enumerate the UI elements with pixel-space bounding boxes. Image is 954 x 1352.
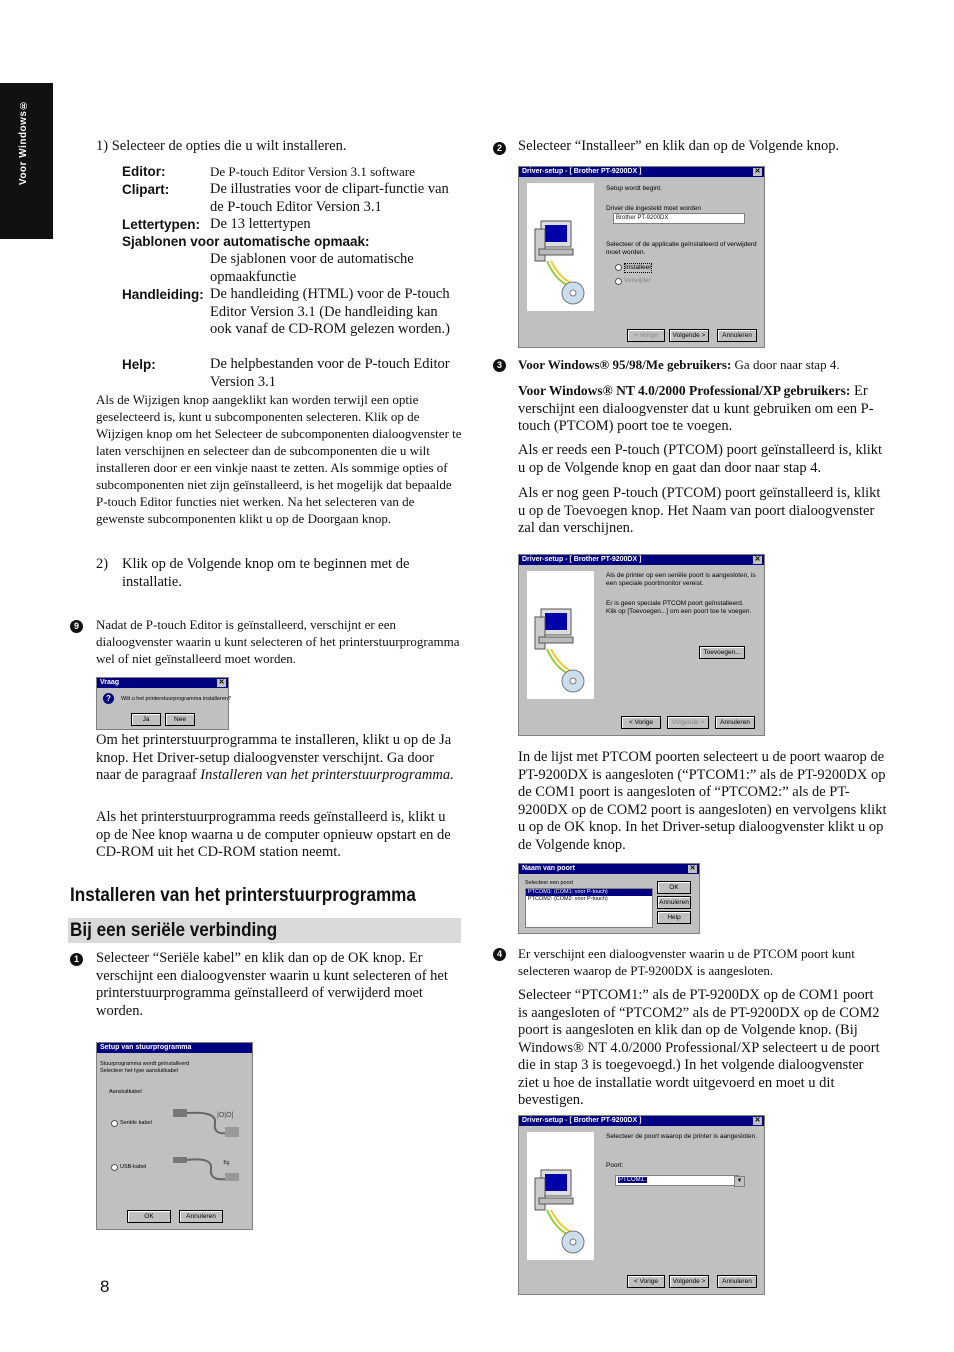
next-button[interactable]: Volgende > [669,1275,709,1288]
option-help-text: De helpbestanden voor de P-touch Editor Version 3.1 [210,356,450,390]
naam-label: Selecteer een poort [525,880,574,886]
computer-cd-illustration [527,1132,594,1260]
ptcom-paragraph: In de lijst met PTCOM poorten selecteert u de poort waarop de PT-9200DX is aangesloten (“PTCOM1:” als de PT-9200DX op de COM1 poort is aangesloten of “PTCOM2:” als de PT-9200DX op de COM2 poort is aangesloten) en vervolgens klikt u op de OK knop. In het Driver-setup dialoogvenster klikt u op de Volgende knop. [518,749,887,853]
serial-cable-icon [167,1105,245,1141]
verwijder-radio[interactable] [615,278,622,285]
step-s1-bullet: 1 [70,953,83,966]
driver-setup-dialog-3 [518,1115,765,1295]
computer-cd-illustration [527,183,594,311]
step-s4-bullet: 4 [493,948,506,961]
svg-text:⇆: ⇆ [223,1158,230,1167]
driver3-line-1: Selecteer de poort waarop de printer is aangesloten. [606,1133,758,1140]
step-s3-d: Als er nog geen P-touch (PTCOM) poort geïnstalleerd is, klikt u op de Toevoegen knop. Het Naam van poort dialoogvenster zal dan verschijnen. [518,485,881,536]
serial-label: Seriële kabel [120,1120,152,1126]
option-editor-text: De P-touch Editor Version 3.1 software [210,164,415,179]
step-s3-b: Voor Windows® NT 4.0/2000 Professional/XP gebruikers: Er verschijnt een dialoogvenster dat u kunt gebruiken om een P-touch (PTCOM) poort toe te voegen. [518,383,874,434]
step-s2-bullet: 2 [493,142,506,155]
setup-cancel-button[interactable]: Annuleren [179,1210,223,1223]
vraag-titlebar: Vraag ✕ [97,678,228,688]
ja-button[interactable]: Ja [131,713,161,726]
section-tab [0,83,53,239]
port-select[interactable]: PTCOM1: [615,1175,739,1186]
installeer-radio[interactable] [615,264,622,271]
step-2-text: Klik op de Volgende knop om te beginnen met de installatie. [122,556,410,590]
vraag-dialog [96,677,232,730]
setup-line-2: Selecteer het type aansluitkabel [100,1068,178,1074]
driver2-line-2: een speciale poortmonitor vereist. [606,580,704,587]
driver1-line-3: Selecteer of de applicatie geïnstalleerd of verwijderd [606,241,757,248]
step-9-text: Nadat de P-touch Editor is geïnstalleerd, verschijnt er een dialoogvenster waarin u kunt selecteren of het printerstuurprogramma wel of niet geïnstalleerd moet worden. [96,617,460,666]
port-list[interactable] [525,888,653,928]
driver-name-field[interactable]: Brother PT-9200DX [613,213,745,224]
subheading: Bij een seriële verbinding [70,920,278,941]
setup-dialog [96,1042,253,1230]
driver1-line-4: moet worden. [606,249,646,256]
option-handleiding: Handleiding: [122,287,204,302]
driver2-line-1: Als de printer op een seriële poort is aangesloten, is [606,572,756,579]
driver-setup-dialog-1 [518,166,765,348]
step-s3-c: Als er reeds een P-touch (PTCOM) poort geïnstalleerd is, klikt u op de Volgende knop en gaat dan door naar stap 4. [518,442,883,476]
back-button[interactable]: < Vorige [627,329,665,342]
naam-van-poort-dialog [518,863,700,934]
naam-titlebar: Naam van poort ✕ [519,864,699,874]
naam-ok-button[interactable]: OK [657,881,691,894]
serial-radio[interactable] [111,1120,118,1127]
vraag-message: Wilt u het printerstuurprogramma installeren? [121,696,232,702]
option-lettertypen: Lettertypen: [122,217,201,232]
step-s1-text: Selecteer “Seriële kabel” en klik dan op de OK knop. Er verschijnt een dialoogvenster waarin u kunt selecteren of het printerstuurprogramma geïnstalleerd of verwijderd moet worden. [96,950,448,1019]
driver-setup-1-titlebar: Driver-setup - [ Brother PT-9200DX ] ✕ [519,167,764,177]
usb-cable-icon [167,1153,245,1189]
driver2-line-4: Klik op [Toevoegen...] om een poort toe te voegen. [606,608,752,615]
setup-group-label: Aansluitkabel [109,1089,142,1095]
close-icon[interactable]: ✕ [754,1117,761,1124]
step-s3-a: Voor Windows® 95/98/Me gebruikers: Ga door naar stap 4. [518,357,840,372]
step-s2-text: Selecteer “Installeer” en klik dan op de Volgende knop. [518,138,840,154]
add-port-button[interactable]: Toevoegen... [699,646,745,659]
wijzigen-note: Als de Wijzigen knop aangeklikt kan worden terwijl een optie geselecteerd is, kunt u subcomponenten selecteren. Klik op de Wijzigen knop om het Selecteer de subcomponenten dialoogvenster te laten verschijnen en selecteer dan de subcomponenten die u wilt installeren door er een vinkje naast te zetten. Als sommige opties of subcomponenten niet zijn geïnstalleerd, is het mogelijk dat bepaalde P-touch Editor functies niet werken. Na het selecteren van de gewenste subcomponenten klikt u op de Doorgaan knop. [96,392,462,526]
next-button[interactable]: Volgende > [669,329,709,342]
option-lettertypen-text: De 13 lettertypen [210,216,311,232]
driver-setup-dialog-2 [518,554,765,736]
computer-icon [527,183,594,311]
step-9-bullet: 9 [70,620,83,633]
section-tab-label: Voor Windows® [18,99,29,186]
close-icon[interactable]: ✕ [754,168,761,175]
option-clipart: Clipart: [122,182,170,197]
port-item-1[interactable]: PTCOM1: (COM1: voor P-touch) [526,889,652,896]
page-number: 8 [100,1277,110,1296]
setup-line-1: Stuurprogramma wordt geïnstalleerd [100,1061,190,1067]
option-handleiding-text: De handleiding (HTML) voor de P-touch Editor Version 3.1 (De handleiding kan ook vanaf de CD-ROM gelezen worden.) [210,286,450,337]
back-button[interactable]: < Vorige [621,716,661,729]
svg-text:|O|O|: |O|O| [217,1112,234,1119]
ja-paragraph: Om het printerstuurprogramma te installeren, klikt u op de Ja knop. Het Driver-setup dialoogvenster verschijnt. Ga door naar de paragraaf Installeren van het printerstuurprogramma. [96,732,454,783]
verwijder-label: Verwijder [624,277,651,284]
step-1-text: 1) Selecteer de opties die u wilt installeren. [96,138,347,154]
driver2-line-3: Er is geen speciale PTCOM poort geïnstalleerd. [606,600,744,607]
option-help: Help: [122,357,156,372]
chevron-down-icon[interactable]: ▼ [734,1176,745,1187]
back-button[interactable]: < Vorige [627,1275,665,1288]
setup-titlebar: Setup van stuurprogramma [97,1043,252,1053]
usb-radio[interactable] [111,1164,118,1171]
driver-setup-3-titlebar: Driver-setup - [ Brother PT-9200DX ] ✕ [519,1116,764,1126]
option-clipart-text: De illustraties voor de clipart-functie van de P-touch Editor Version 3.1 [210,181,449,215]
close-icon[interactable]: ✕ [218,679,225,686]
question-icon: ? [103,693,114,704]
driver3-port-label: Poort: [606,1162,624,1169]
nee-paragraph: Als het printerstuurprogramma reeds geïnstalleerd is, klikt u op de Nee knop waarna u de computer opnieuw opstart en de CD-ROM uit het CD-ROM station neemt. [96,809,451,860]
computer-cd-illustration [527,571,594,699]
driver1-line-2: Driver die ingesteld moet worden [606,205,702,212]
driver1-line-1: Setup wordt begint. [606,185,663,192]
nee-button[interactable]: Nee [165,713,195,726]
step-s3-bullet: 3 [493,359,506,372]
step-s4-text: Er verschijnt een dialoogvenster waarin u de PTCOM poort kunt selecteren waarop de PT-9200DX is aangesloten. [518,946,855,978]
cancel-button[interactable]: Annuleren [717,1275,757,1288]
step-s4-b: Selecteer “PTCOM1:” als de PT-9200DX op de COM1 poort is aangesloten of “PTCOM2” als de PT-9200DX op de COM2 poort is aangesloten en klik dan op de Volgende knop. (Bij Windows® NT 4.0/2000 Professional/XP selecteert u de poort die in stap 3 is toegevoegd.) In het volgende dialoogvenster ziet u hoe de installatie wordt uitgevoerd en moet u dit bevestigen. [518,987,880,1108]
port-item-2[interactable]: PTCOM2: (COM2: voor P-touch) [528,896,608,902]
usb-label: USB-kabel [120,1164,147,1170]
naam-cancel-button[interactable]: Annuleren [657,896,691,909]
close-icon[interactable]: ✕ [689,865,696,872]
option-sjablonen: Sjablonen voor automatische opmaak: [122,234,370,249]
installeer-label: Installeer [625,264,652,271]
section-heading: Installeren van het printerstuurprogramma [70,885,416,906]
cancel-button[interactable]: Annuleren [715,716,755,729]
naam-help-button[interactable]: Help [657,911,691,924]
next-button[interactable]: Volgende > [667,716,709,729]
setup-ok-button[interactable]: OK [127,1210,171,1223]
computer-icon [527,571,594,699]
option-editor: Editor: [122,164,166,179]
close-icon[interactable]: ✕ [754,556,761,563]
cancel-button[interactable]: Annuleren [717,329,757,342]
driver-setup-2-titlebar: Driver-setup - [ Brother PT-9200DX ] ✕ [519,555,764,565]
step-2-number: 2) [96,556,109,572]
option-sjablonen-text: De sjablonen voor de automatische opmaakfunctie [210,251,414,285]
computer-icon [527,1132,594,1260]
